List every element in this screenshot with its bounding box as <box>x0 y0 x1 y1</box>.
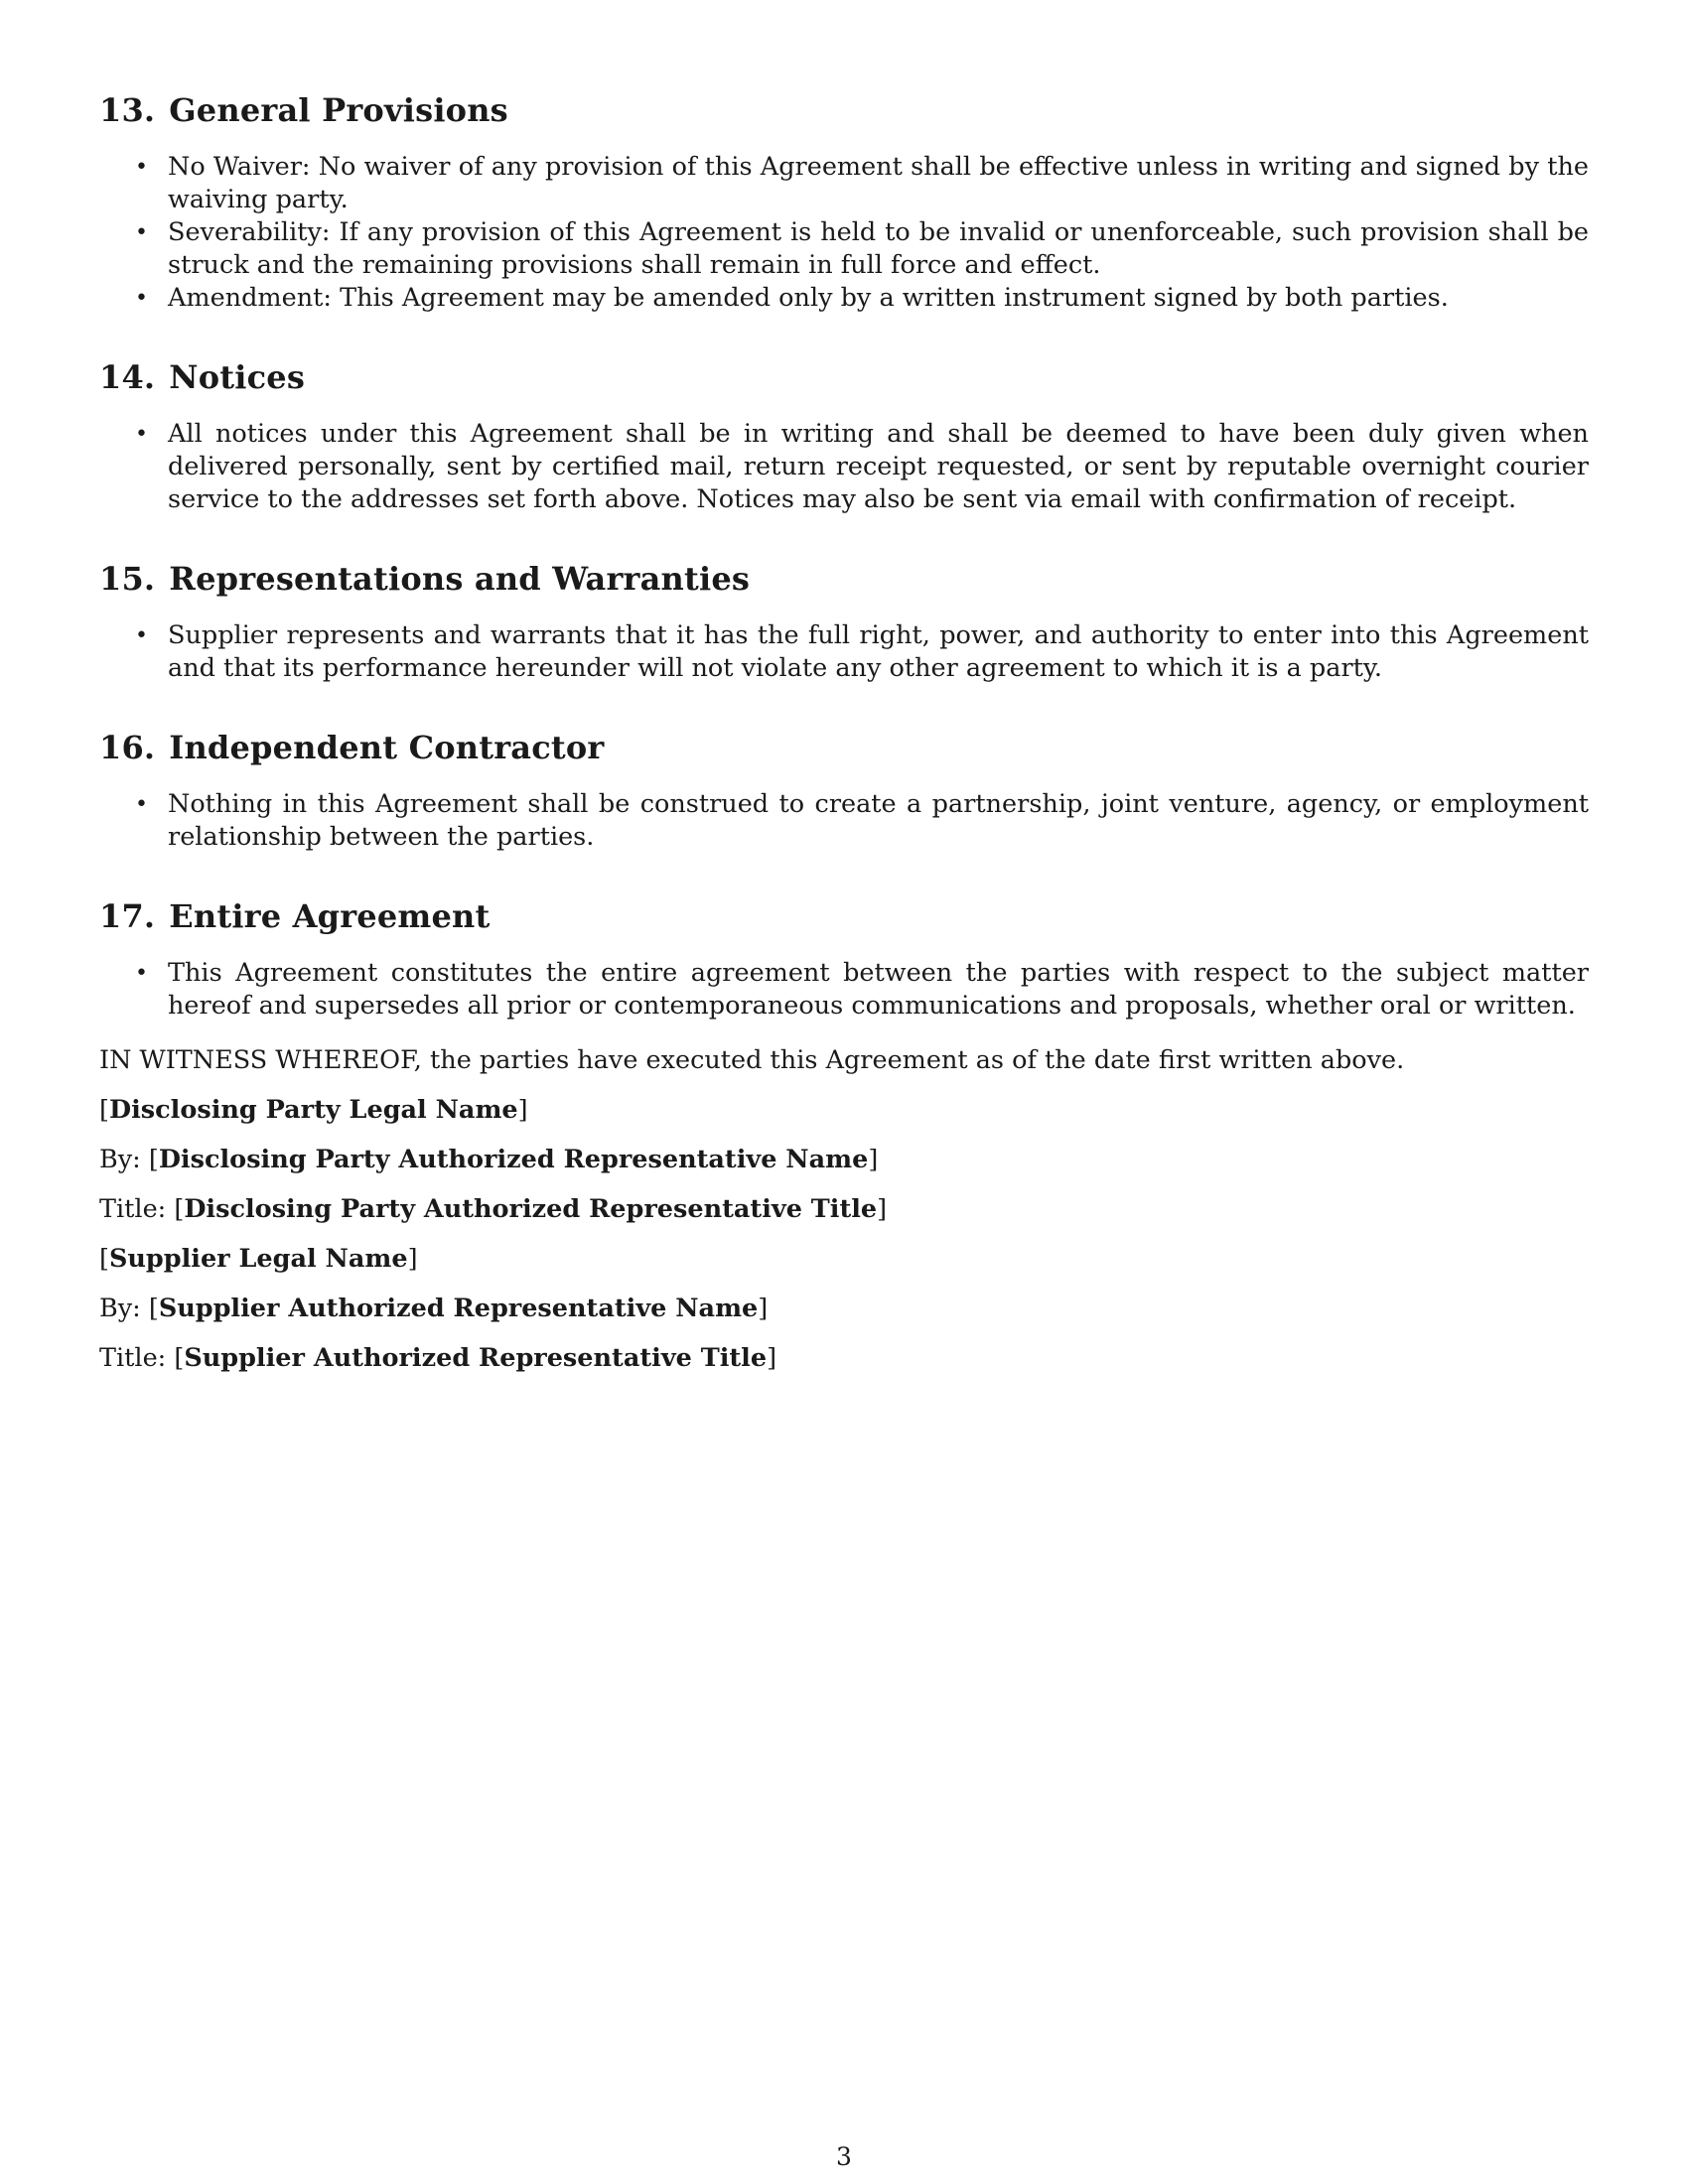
section-title: Independent Contractor <box>169 729 605 766</box>
section-heading <box>99 897 1589 935</box>
section-title: Notices <box>169 358 306 396</box>
section-notices <box>99 358 1589 516</box>
provision-item: • Supplier represents and warrants that it has the full right, power, and authority to enter into this Agreement and that its performance hereunder will not violate any other agreement to which it is a party. <box>99 619 1589 685</box>
document-page <box>99 91 1589 1392</box>
placeholder: Supplier Legal Name <box>108 1244 408 1274</box>
title-label: Title: <box>99 1194 167 1224</box>
supplier-name: [Supplier Legal Name] <box>99 1244 418 1274</box>
section-number: 14. <box>99 358 156 396</box>
section-number: 15. <box>99 560 156 598</box>
by-label: By: <box>99 1145 141 1174</box>
provision-list <box>99 619 1589 685</box>
page-number: 3 <box>836 2142 852 2171</box>
section-heading <box>99 729 1589 766</box>
disclosing-party-by: By: [Disclosing Party Authorized Representative Name] <box>99 1145 879 1174</box>
disclosing-party-title: Title: [Disclosing Party Authorized Representative Title] <box>99 1194 888 1224</box>
section-entire-agreement <box>99 897 1589 1023</box>
section-number: 13. <box>99 91 156 129</box>
placeholder: Disclosing Party Authorized Representative Title <box>184 1194 878 1224</box>
provision-list <box>99 151 1589 315</box>
section-heading <box>99 358 1589 396</box>
supplier-title: Title: [Supplier Authorized Representative Title] <box>99 1343 777 1373</box>
supplier-by: By: [Supplier Authorized Representative Name] <box>99 1294 769 1323</box>
provision-list <box>99 957 1589 1023</box>
title-label: Title: <box>99 1343 167 1373</box>
section-heading <box>99 560 1589 598</box>
provision-item: • This Agreement constitutes the entire agreement between the parties with respect to the subject matter hereof and supersedes all prior or contemporaneous communications and proposals, whether oral or written. <box>99 957 1589 1023</box>
section-independent-contractor <box>99 729 1589 854</box>
witness-statement: IN WITNESS WHEREOF, the parties have executed this Agreement as of the date first written above. <box>99 1045 1405 1075</box>
section-representations <box>99 560 1589 685</box>
section-title: Entire Agreement <box>169 897 491 935</box>
provision-item: • Amendment: This Agreement may be amended only by a written instrument signed by both parties. <box>99 282 1589 315</box>
section-number: 16. <box>99 729 156 766</box>
provision-item: • Nothing in this Agreement shall be construed to create a partnership, joint venture, agency, or employment relationship between the parties. <box>99 788 1589 854</box>
provision-item: • Severability: If any provision of this Agreement is held to be invalid or unenforceable, such provision shall be struck and the remaining provisions shall remain in full force and effect. <box>99 216 1589 282</box>
section-number: 17. <box>99 897 156 935</box>
provision-item: • No Waiver: No waiver of any provision of this Agreement shall be effective unless in writing and signed by the waiving party. <box>99 151 1589 216</box>
section-general-provisions <box>99 91 1589 315</box>
provision-list <box>99 788 1589 854</box>
placeholder: Disclosing Party Legal Name <box>108 1095 518 1125</box>
disclosing-party-name: [Disclosing Party Legal Name] <box>99 1095 528 1125</box>
placeholder: Disclosing Party Authorized Representative Name <box>158 1145 869 1174</box>
provision-item: • All notices under this Agreement shall be in writing and shall be deemed to have been duly given when delivered personally, sent by certified mail, return receipt requested, or sent by reputable overnight courier service to the addresses set forth above. Notices may also be sent via email with confirmation of receipt. <box>99 418 1589 516</box>
placeholder: Supplier Authorized Representative Title <box>184 1343 768 1373</box>
provision-list <box>99 418 1589 516</box>
section-title: Representations and Warranties <box>169 560 751 598</box>
section-heading <box>99 91 1589 129</box>
section-title: General Provisions <box>169 91 508 129</box>
by-label: By: <box>99 1294 141 1323</box>
placeholder: Supplier Authorized Representative Name <box>158 1294 759 1323</box>
